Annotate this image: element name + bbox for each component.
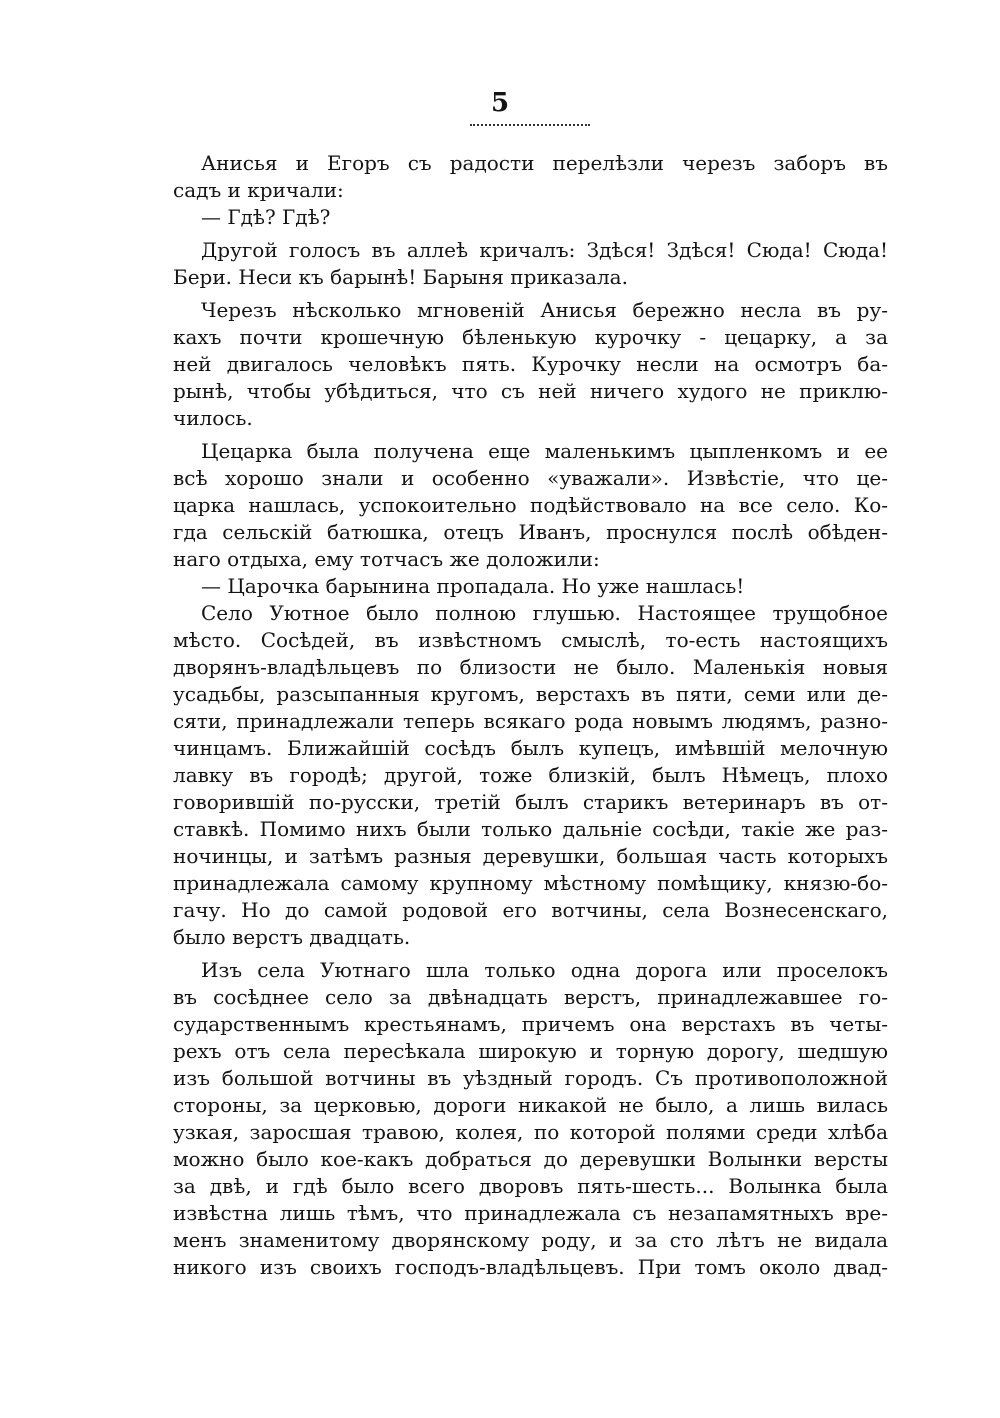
text-line: было верстъ двадцать. — [173, 925, 411, 949]
text-line: узкая, заросшая травою, колея, по которой полями среди хлѣба — [173, 1120, 888, 1144]
page-number-rule — [470, 124, 590, 126]
text-line: гачу. Но до самой родовой его вотчины, села Вознесенскаго, — [173, 898, 888, 922]
text-line: садъ и кричали: — [173, 178, 344, 202]
text-line: лавку въ городѣ; другой, тоже близкій, былъ Нѣмецъ, плохо — [173, 763, 888, 787]
text-line: рехъ отъ села пересѣкала широкую и торную дорогу, шедшую — [173, 1039, 888, 1063]
text-line: можно было кое-какъ добраться до деревушки Волынки версты — [173, 1147, 888, 1171]
text-line: чилось. — [173, 406, 253, 430]
text-line: ночинцы, и затѣмъ разныя деревушки, большая часть которыхъ — [173, 844, 888, 868]
text-line: гда сельскій батюшка, отецъ Иванъ, проснулся послѣ обѣден- — [173, 520, 888, 544]
text-line: всѣ хорошо знали и особенно «уважали». Извѣстіе, что це- — [173, 466, 888, 490]
text-line: Изъ села Уютнаго шла только одна дорога или проселокъ — [201, 958, 888, 982]
text-line: дворянъ-владѣльцевъ по близости не было. Маленькія новыя — [173, 655, 888, 679]
text-line: наго отдыха, ему тотчасъ же доложили: — [173, 547, 600, 571]
text-line: кахъ почти крошечную бѣленькую курочку - цецарку, а за — [173, 325, 888, 349]
text-line: въ сосѣднее село за двѣнадцать верстъ, принадлежавшее го- — [173, 985, 888, 1009]
text-line: стороны, за церковью, дороги никакой не было, а лишь вилась — [173, 1093, 888, 1117]
text-line: сударственнымъ крестьянамъ, причемъ она верстахъ въ четы- — [173, 1012, 888, 1036]
page-number: 5 — [490, 88, 510, 118]
text-line: говорившій по-русски, третій былъ старикъ ветеринаръ въ от- — [173, 790, 888, 814]
text-line: царка нашлась, успокоительно подѣйствовало на все село. Ко- — [173, 493, 888, 517]
text-line: — Царочка барынина пропадала. Но уже нашлась! — [201, 574, 745, 598]
text-line: мѣсто. Сосѣдей, въ извѣстномъ смыслѣ, то-есть настоящихъ — [173, 628, 888, 652]
text-line: извѣстна лишь тѣмъ, что принадлежала съ незапамятныхъ вре- — [173, 1201, 888, 1225]
text-line: Цецарка была получена еще маленькимъ цыпленкомъ и ее — [201, 439, 888, 463]
text-line: усадьбы, разсыпанныя кругомъ, верстахъ въ пяти, семи или де- — [173, 682, 888, 706]
body-text — [173, 150, 888, 1281]
text-line: за двѣ, и гдѣ было всего дворовъ пять-шесть... Волынка была — [173, 1174, 888, 1198]
text-line: — Гдѣ? Гдѣ? — [201, 205, 331, 229]
text-line: принадлежала самому крупному мѣстному помѣщику, князю-бо- — [173, 871, 888, 895]
text-line: чинцамъ. Ближайшій сосѣдъ былъ купецъ, имѣвшій мелочную — [173, 736, 888, 760]
text-line: ставкѣ. Помимо нихъ были только дальніе сосѣди, такіе же раз- — [173, 817, 888, 841]
text-line: Бери. Неси къ барынѣ! Барыня приказала. — [173, 265, 628, 289]
text-line: изъ большой вотчины въ уѣздный городъ. Съ противоположной — [173, 1066, 888, 1090]
text-line: рынѣ, чтобы убѣдиться, что съ ней ничего худого не приклю- — [173, 379, 888, 403]
text-line: Анисья и Егоръ съ радости перелѣзли черезъ заборъ въ — [201, 151, 888, 175]
text-line: Другой голосъ въ аллеѣ кричалъ: Здѣся! Здѣся! Сюда! Сюда! — [201, 238, 888, 262]
text-line: Черезъ нѣсколько мгновеній Анисья бережно несла въ ру- — [201, 298, 888, 322]
text-line: никого изъ своихъ господъ-владѣльцевъ. При томъ около двад- — [173, 1255, 888, 1279]
text-line: Село Уютное было полною глушью. Настоящее трущобное — [201, 601, 888, 625]
text-line: ней двигалось человѣкъ пять. Курочку несли на осмотръ ба- — [173, 352, 888, 376]
text-line: сяти, принадлежали теперь всякаго рода новымъ людямъ, разно- — [173, 709, 888, 733]
text-line: менъ знаменитому дворянскому роду, и за сто лѣтъ не видала — [173, 1228, 888, 1252]
